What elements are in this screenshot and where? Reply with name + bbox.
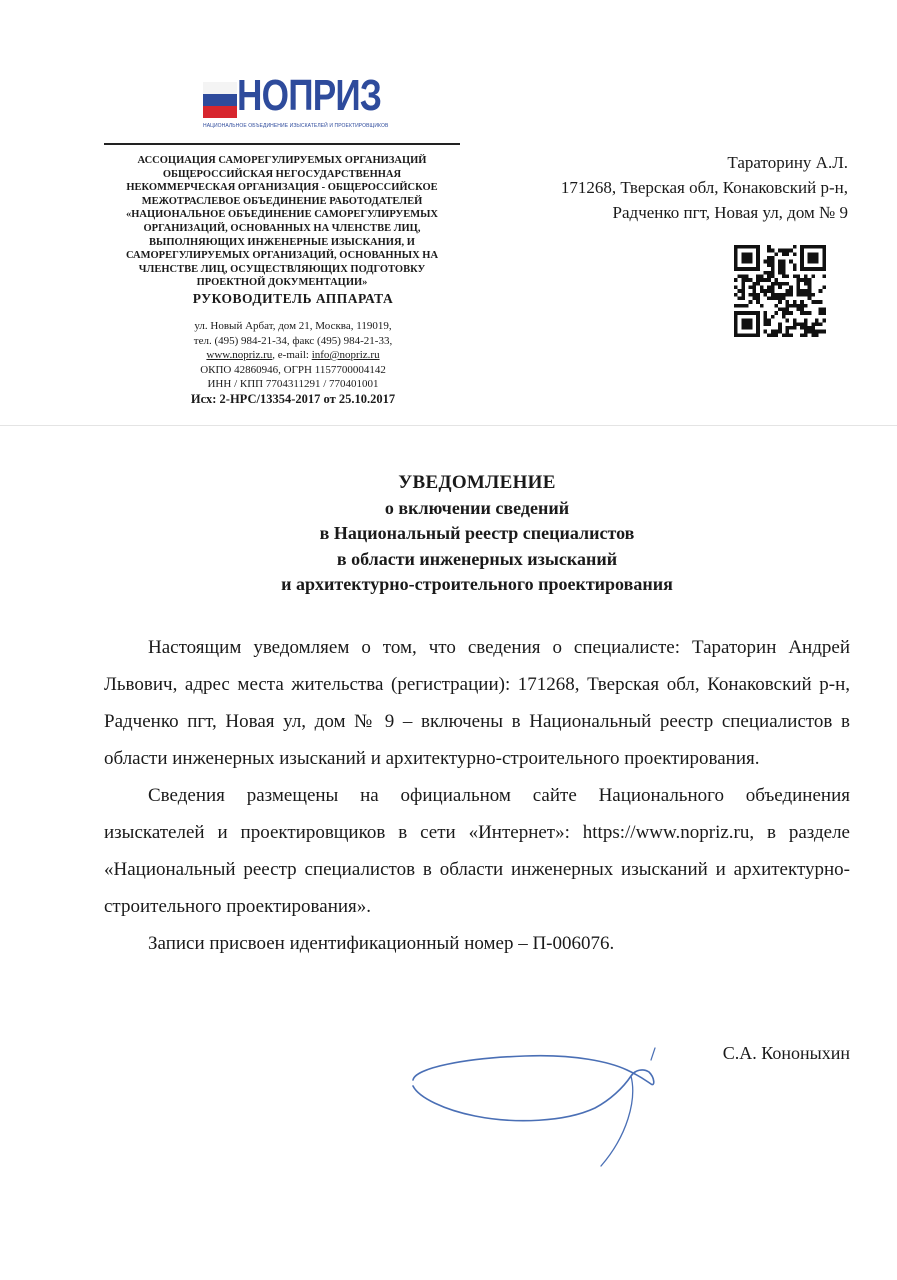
logo-wordmark: НОПРИЗ — [237, 71, 382, 120]
body-paragraph-1: Настоящим уведомляем о том, что сведения о специалисте: Тараторин Андрей Львович, адрес места жительства (регистрации): 171268, Тверская обл, Конаковский р-н, Радченко пгт, Новая ул, дом № 9 – включены в Национальный реестр специалистов в области инженерных изысканий и архитектурно-строительного проектирования. — [104, 637, 850, 769]
nopriz-logo — [203, 71, 389, 138]
logo-subtitle: НАЦИОНАЛЬНОЕ ОБЪЕДИНЕНИЕ ИЗЫСКАТЕЛЕЙ И ПРОЕКТИРОВЩИКОВ — [203, 123, 389, 129]
notice-body — [104, 629, 850, 962]
org-address: ул. Новый Арбат, дом 21, Москва, 119019, — [194, 320, 392, 332]
outgoing-reference: Исх: 2-НРС/13354-2017 от 25.10.2017 — [190, 392, 396, 406]
org-phones: тел. (495) 984-21-34, факс (495) 984-21-33, — [193, 334, 393, 347]
department-title: РУКОВОДИТЕЛЬ АППАРАТА — [192, 291, 394, 306]
email-link[interactable]: info@nopriz.ru — [311, 349, 380, 361]
page-fold-line — [0, 425, 897, 426]
recipient-name: Тараторину А.Л. — [727, 153, 848, 172]
body-paragraph-3: Записи присвоен идентификационный номер – П-006076. — [148, 933, 615, 954]
handwritten-signature — [405, 1040, 675, 1170]
contact-details — [104, 319, 482, 392]
org-web-email: www.nopriz.ru, e-mail: info@nopriz.ru — [206, 349, 380, 361]
org-okpo: ОКПО 42860946, ОГРН 1157700004142 — [200, 363, 386, 376]
qr-code-icon — [734, 245, 826, 337]
recipient-address-2: Радченко пгт, Новая ул, дом № 9 — [612, 203, 848, 222]
website-link[interactable]: www.nopriz.ru — [206, 349, 273, 361]
body-paragraph-2: Сведения размещены на официальном сайте Национального объединения изыскателей и проектировщиков в сети «Интернет»: https://www.nopriz.ru, в разделе «Национальный реестр специалистов в области инженерных изысканий и архитектурно-строительного проектирования». — [104, 785, 850, 917]
org-inn: ИНН / КПП 7704311291 / 770401001 — [207, 378, 379, 390]
signer-name: С.А. Кононыхин — [722, 1043, 850, 1063]
notice-title: УВЕДОМЛЕНИЕ о включении сведений в Национальный реестр специалистов в области инженерных изысканий и архитектурно-строительного проектирования — [104, 470, 850, 598]
notice-heading: УВЕДОМЛЕНИЕ — [398, 472, 556, 493]
recipient-block — [561, 150, 848, 225]
organization-name: АССОЦИАЦИЯ САМОРЕГУЛИРУЕМЫХ ОРГАНИЗАЦИЙ ОБЩЕРОССИЙСКАЯ НЕГОСУДАРСТВЕННАЯ НЕКОММЕРЧЕСКАЯ ОРГАНИЗАЦИЯ - ОБЩЕРОССИЙСКОЕ МЕЖОТРАСЛЕВОЕ ОБЪЕДИНЕНИЕ РАБОТОДАТЕЛЕЙ «НАЦИОНАЛЬНОЕ ОБЪЕДИНЕНИЕ САМОРЕГУЛИРУЕМЫХ ОРГАНИЗАЦИЙ, ОСНОВАННЫХ НА ЧЛЕНСТВЕ ЛИЦ, ВЫПОЛНЯЮЩИХ ИНЖЕНЕРНЫЕ ИЗЫСКАНИЯ, И САМОРЕГУЛИРУЕМЫХ ОРГАНИЗАЦИЙ, ОСНОВАННЫХ НА ЧЛЕНСТВЕ ЛИЦ, ОСУЩЕСТВЛЯЮЩИХ ПОДГОТОВКУ ПРОЕКТНОЙ ДОКУМЕНТАЦИИ» — [125, 155, 439, 289]
russian-flag-icon — [203, 82, 237, 118]
recipient-address-1: 171268, Тверская обл, Конаковский р-н, — [560, 178, 848, 197]
header-divider — [104, 143, 460, 145]
